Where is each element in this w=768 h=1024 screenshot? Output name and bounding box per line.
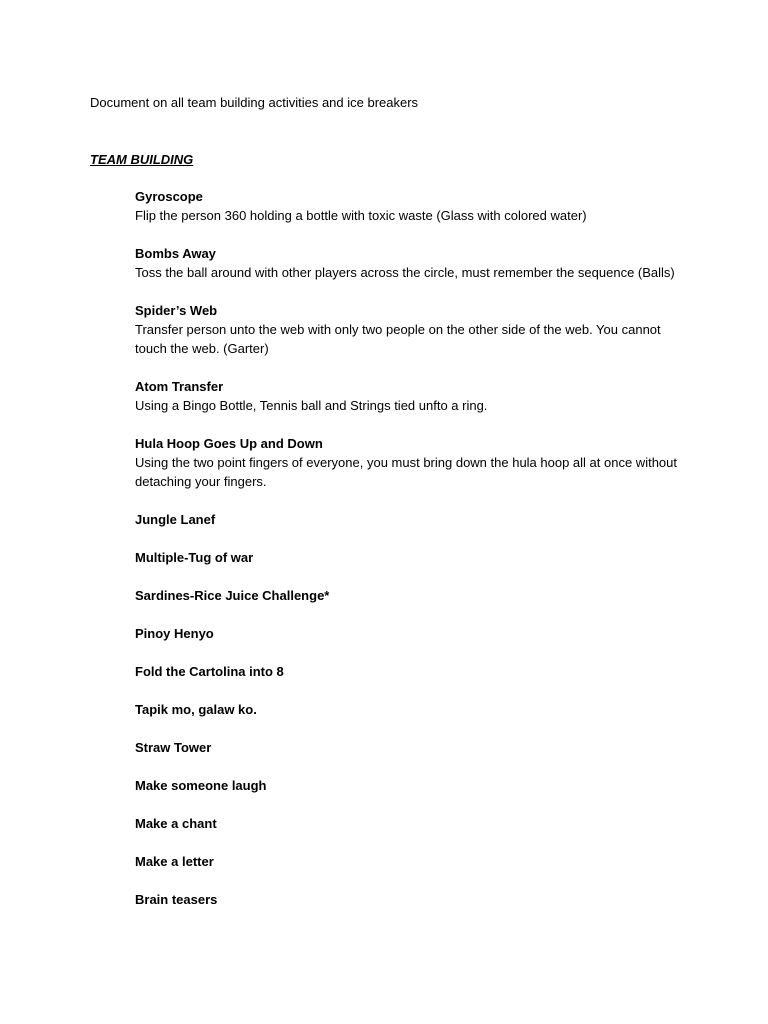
document-title: Document on all team building activities and ice breakers: [90, 95, 419, 110]
activity-name: Bombs Away: [135, 246, 216, 261]
activity-name: Hula Hoop Goes Up and Down: [135, 436, 323, 451]
activity-name: Multiple-Tug of war: [135, 550, 254, 565]
activity-description: Using a Bingo Bottle, Tennis ball and Strings tied unfto a ring.: [135, 398, 488, 413]
activity-item: [135, 510, 680, 529]
activity-item: [135, 776, 680, 795]
activity-item: [135, 434, 680, 491]
activity-item: [135, 738, 680, 757]
activity-item: [135, 852, 680, 871]
activity-name: Make a chant: [135, 816, 217, 831]
activity-description: Using the two point fingers of everyone, you must bring down the hula hoop all at once without detaching your fingers.: [135, 455, 677, 489]
activity-description: Toss the ball around with other players across the circle, must remember the sequence (Balls): [135, 265, 675, 280]
activity-item: [135, 187, 680, 225]
activity-item: [135, 548, 680, 567]
activity-name: Make someone laugh: [135, 778, 267, 793]
activity-name: Make a letter: [135, 854, 214, 869]
activity-item: [135, 377, 680, 415]
activity-name: Pinoy Henyo: [135, 626, 214, 641]
activity-name: Jungle Lanef: [135, 512, 216, 527]
activity-item: [135, 301, 680, 358]
activity-name: Sardines-Rice Juice Challenge*: [135, 588, 330, 603]
activity-item: [135, 624, 680, 643]
section-heading-team-building: TEAM BUILDING: [90, 152, 194, 167]
activity-name: Fold the Cartolina into 8: [135, 664, 284, 679]
activity-name: Spider’s Web: [135, 303, 218, 318]
activity-name: Straw Tower: [135, 740, 212, 755]
activity-name: Tapik mo, galaw ko.: [135, 702, 257, 717]
activity-description: Flip the person 360 holding a bottle with toxic waste (Glass with colored water): [135, 208, 587, 223]
activity-item: [135, 814, 680, 833]
activity-item: [135, 244, 680, 282]
activity-name: Atom Transfer: [135, 379, 224, 394]
activity-item: [135, 700, 680, 719]
activity-name: Gyroscope: [135, 189, 203, 204]
activity-item: [135, 890, 680, 909]
activity-item: [135, 662, 680, 681]
activity-name: Brain teasers: [135, 892, 218, 907]
activity-item: [135, 586, 680, 605]
activity-description: Transfer person unto the web with only two people on the other side of the web. You cannot touch the web. (Garter): [135, 322, 661, 356]
activity-list: [135, 187, 680, 909]
